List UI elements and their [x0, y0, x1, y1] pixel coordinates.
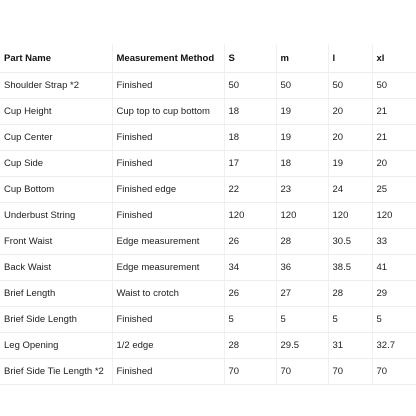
cell-size-s: 50	[224, 73, 276, 99]
table-row	[0, 255, 416, 281]
cell-part-name: Back Waist	[0, 255, 112, 281]
cell-size-xl: 32.7	[372, 333, 416, 359]
cell-measurement-method: Finished	[112, 73, 224, 99]
cell-part-name: Shoulder Strap *2	[0, 73, 112, 99]
cell-size-l: 50	[328, 73, 372, 99]
size-chart-table	[0, 44, 416, 385]
cell-size-s: 18	[224, 125, 276, 151]
header-measurement-method: Measurement Method	[112, 44, 224, 73]
cell-size-s: 26	[224, 229, 276, 255]
cell-size-m: 19	[276, 99, 328, 125]
cell-size-s: 17	[224, 151, 276, 177]
cell-part-name: Underbust String	[0, 203, 112, 229]
table-body	[0, 73, 416, 385]
table-row	[0, 333, 416, 359]
cell-measurement-method: Cup top to cup bottom	[112, 99, 224, 125]
cell-part-name: Brief Side Tie Length *2	[0, 359, 112, 385]
table-row	[0, 281, 416, 307]
cell-size-l: 28	[328, 281, 372, 307]
cell-size-s: 120	[224, 203, 276, 229]
size-chart-container	[0, 44, 416, 385]
cell-size-l: 5	[328, 307, 372, 333]
cell-size-s: 28	[224, 333, 276, 359]
cell-size-xl: 120	[372, 203, 416, 229]
cell-part-name: Cup Center	[0, 125, 112, 151]
cell-size-xl: 25	[372, 177, 416, 203]
cell-size-m: 27	[276, 281, 328, 307]
cell-size-m: 70	[276, 359, 328, 385]
table-row	[0, 177, 416, 203]
cell-size-l: 38.5	[328, 255, 372, 281]
cell-size-m: 29.5	[276, 333, 328, 359]
cell-size-l: 20	[328, 125, 372, 151]
cell-size-xl: 21	[372, 125, 416, 151]
cell-size-xl: 70	[372, 359, 416, 385]
cell-part-name: Cup Height	[0, 99, 112, 125]
cell-size-xl: 33	[372, 229, 416, 255]
cell-size-l: 20	[328, 99, 372, 125]
cell-measurement-method: Finished	[112, 307, 224, 333]
cell-size-s: 34	[224, 255, 276, 281]
cell-part-name: Brief Length	[0, 281, 112, 307]
cell-size-xl: 20	[372, 151, 416, 177]
cell-size-l: 120	[328, 203, 372, 229]
table-row	[0, 203, 416, 229]
cell-part-name: Brief Side Length	[0, 307, 112, 333]
header-size-m: m	[276, 44, 328, 73]
cell-measurement-method: 1/2 edge	[112, 333, 224, 359]
cell-size-l: 24	[328, 177, 372, 203]
cell-size-l: 70	[328, 359, 372, 385]
cell-size-m: 28	[276, 229, 328, 255]
cell-measurement-method: Finished	[112, 203, 224, 229]
cell-size-m: 5	[276, 307, 328, 333]
cell-measurement-method: Waist to crotch	[112, 281, 224, 307]
table-row	[0, 151, 416, 177]
header-size-s: S	[224, 44, 276, 73]
header-part-name: Part Name	[0, 44, 112, 73]
cell-measurement-method: Finished	[112, 151, 224, 177]
table-row	[0, 73, 416, 99]
cell-size-l: 19	[328, 151, 372, 177]
cell-size-l: 30.5	[328, 229, 372, 255]
cell-measurement-method: Finished	[112, 125, 224, 151]
cell-measurement-method: Finished	[112, 359, 224, 385]
cell-size-xl: 5	[372, 307, 416, 333]
header-size-xl: xl	[372, 44, 416, 73]
cell-size-s: 5	[224, 307, 276, 333]
cell-size-s: 26	[224, 281, 276, 307]
cell-size-m: 36	[276, 255, 328, 281]
header-row	[0, 44, 416, 73]
cell-size-xl: 29	[372, 281, 416, 307]
cell-measurement-method: Edge measurement	[112, 229, 224, 255]
cell-part-name: Cup Bottom	[0, 177, 112, 203]
cell-part-name: Front Waist	[0, 229, 112, 255]
table-row	[0, 359, 416, 385]
cell-size-l: 31	[328, 333, 372, 359]
cell-size-s: 22	[224, 177, 276, 203]
cell-size-s: 18	[224, 99, 276, 125]
cell-size-m: 120	[276, 203, 328, 229]
cell-measurement-method: Edge measurement	[112, 255, 224, 281]
table-row	[0, 99, 416, 125]
cell-size-m: 19	[276, 125, 328, 151]
cell-size-xl: 50	[372, 73, 416, 99]
table-row	[0, 307, 416, 333]
header-size-l: l	[328, 44, 372, 73]
cell-size-m: 50	[276, 73, 328, 99]
table-row	[0, 125, 416, 151]
cell-part-name: Cup Side	[0, 151, 112, 177]
cell-size-xl: 41	[372, 255, 416, 281]
table-row	[0, 229, 416, 255]
cell-size-m: 23	[276, 177, 328, 203]
cell-size-s: 70	[224, 359, 276, 385]
cell-part-name: Leg Opening	[0, 333, 112, 359]
cell-measurement-method: Finished edge	[112, 177, 224, 203]
cell-size-xl: 21	[372, 99, 416, 125]
cell-size-m: 18	[276, 151, 328, 177]
